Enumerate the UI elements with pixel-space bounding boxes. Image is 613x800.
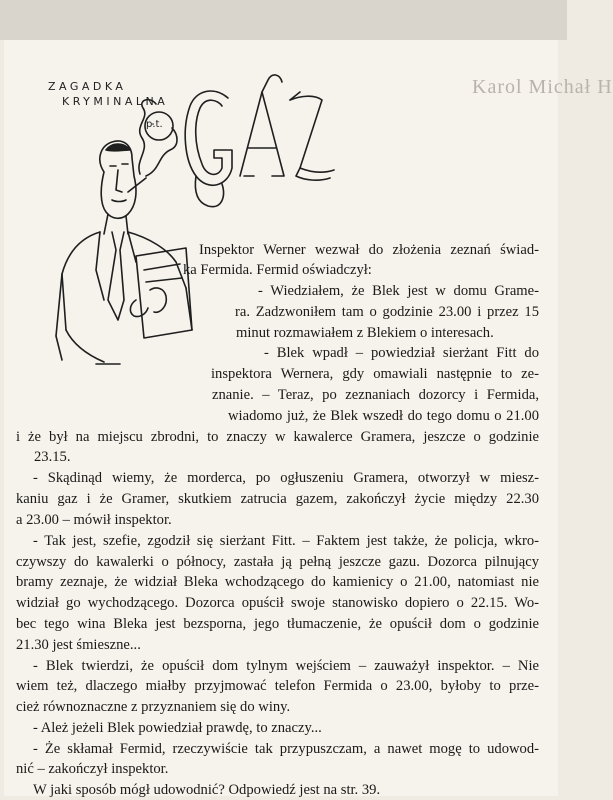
text-line: ra. Zadzwoniłem tam o godzinie 23.00 i przez 15 — [235, 304, 539, 320]
text-line: 23.15. — [34, 449, 71, 465]
text-line: a 23.00 – mówił inspektor. — [16, 512, 172, 528]
text-line: wiadomo już, że Blek wszedł do tego domu o 21.00 — [228, 408, 539, 424]
text-line: wiem też, dlaczego miałby przyjmować telefon Fermida o 23.00, byłoby to prze- — [16, 678, 539, 694]
text-line: bramy zeznaje, że widział Bleka wchodzącego do kamienicy o 21.00, natomiast nie — [16, 574, 539, 590]
text-line: - Blek twierdzi, że opuścił dom tylnym wejściem – zauważył inspektor. – Nie — [33, 658, 539, 674]
header-kryminalna: KRYMINALNA — [62, 95, 169, 108]
text-line: - Skądinąd wiemy, że morderca, po ogłuszeniu Gramera, otworzył w miesz- — [33, 470, 539, 486]
text-line: ka Fermida. Fermid oświadczył: — [183, 262, 372, 278]
author-initials: p.t. — [146, 119, 163, 130]
header-zagadka: ZAGADKA — [48, 80, 127, 93]
text-line: inspektora Wernera, gdy omawiali następnie to ze- — [211, 366, 539, 382]
text-line: Inspektor Werner wezwał do złożenia zeznań świad- — [199, 242, 539, 258]
text-line: bec tego wina Bleka jest bezsporna, jego tłumaczenie, że opuścił dom o godzinie — [16, 616, 539, 632]
text-line: - Że skłamał Fermid, rzeczywiście tak przypuszczam, a nawet mogę to udowod- — [33, 741, 539, 757]
text-line: - Ależ jeżeli Blek powiedział prawdę, to znaczy... — [33, 720, 322, 736]
text-line: minut rozmawiałem z Blekiem o interesach. — [236, 325, 494, 341]
text-line: - Wiedziałem, że Blek jest w domu Grame- — [258, 283, 539, 299]
text-line: - Blek wpadł – powiedział sierżant Fitt do — [264, 345, 539, 361]
text-line: widział go wychodzącego. Dozorca opuścił swoje stanowisko dopiero o 22.15. Wo- — [16, 595, 539, 611]
text-line: nić – zakończył inspektor. — [16, 761, 169, 777]
bleed-through-text: Karol Michał H — [472, 76, 613, 98]
text-line: cież równoznaczne z przyznaniem się do winy. — [16, 699, 291, 715]
text-line: 21.30 jest śmieszne... — [16, 637, 141, 653]
text-line: i że był na miejscu zbrodni, to znaczy w kawalerce Gramera, jeszcze o godzinie — [16, 429, 539, 445]
text-line: kaniu gaz i że Gramer, skutkiem zatrucia gazem, zakończył życie między 22.30 — [16, 491, 539, 507]
text-line: czywszy do kawalerki o północy, zastała ją pełną jeszcze gazu. Dozorca pilnujący — [16, 554, 539, 570]
text-line: W jaki sposób mógł udowodnić? Odpowiedź jest na str. 39. — [33, 782, 381, 798]
text-line: znanie. – Teraz, po zeznaniach dozorcy i Fermida, — [212, 387, 539, 403]
text-line: - Tak jest, szefie, zgodził się sierżant Fitt. – Faktem jest także, że policja, wkro- — [33, 533, 539, 549]
